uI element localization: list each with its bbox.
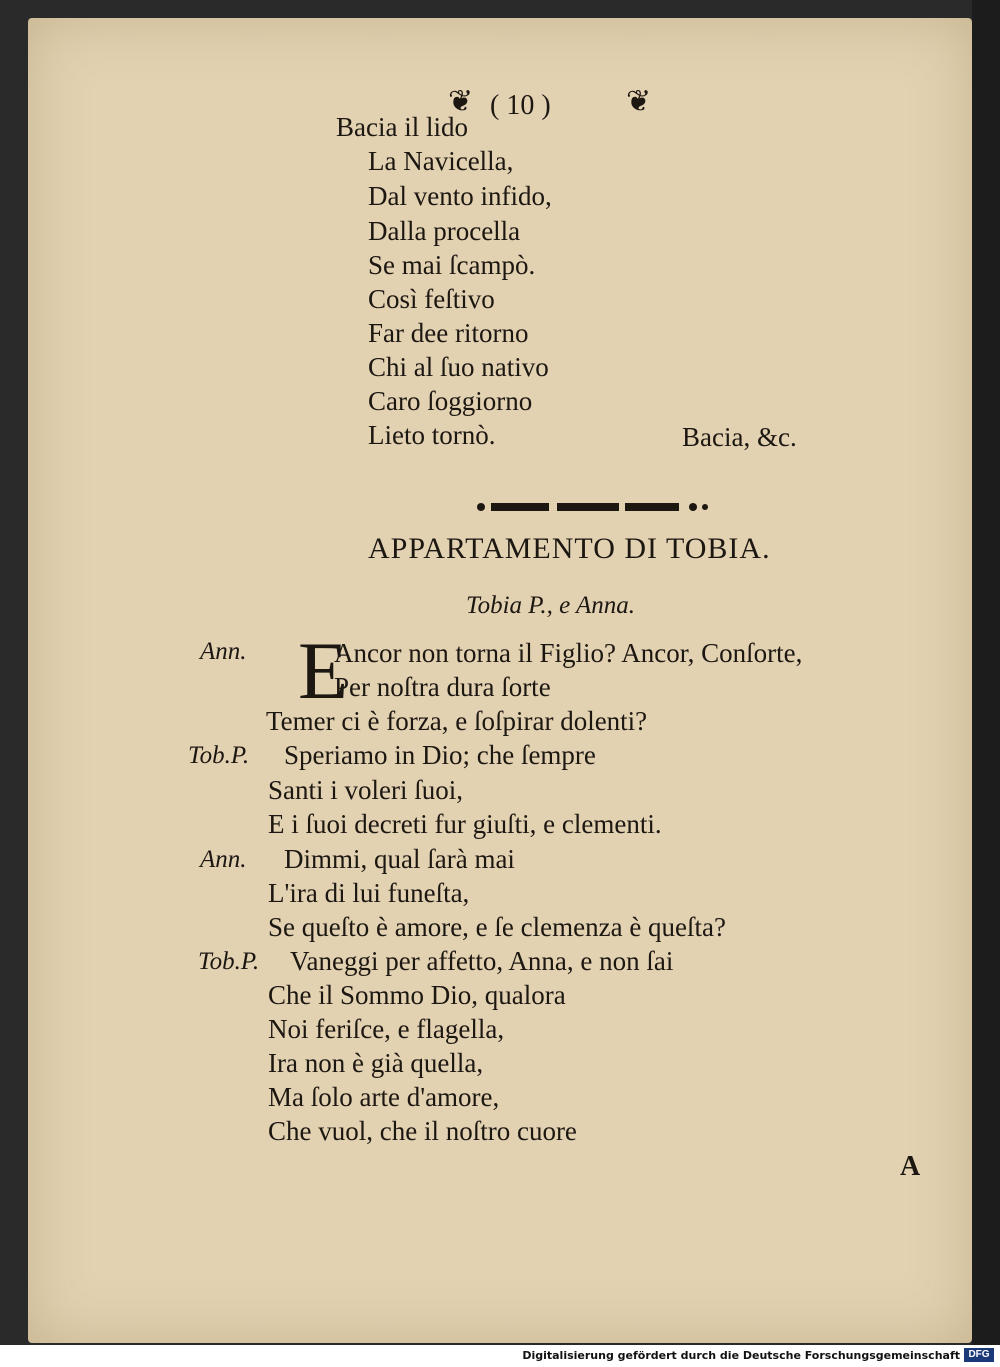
dialogue-line: Temer ci è forza, e ſoſpirar dolenti? xyxy=(266,706,648,736)
book-page xyxy=(28,18,972,1343)
song-line: La Navicella, xyxy=(368,146,514,176)
song-line: Bacia il lido xyxy=(336,112,468,142)
song-line: Chi al ſuo nativo xyxy=(368,352,549,382)
dialogue-line: Ira non è già quella, xyxy=(268,1048,484,1078)
song-line: Caro ſoggiorno xyxy=(368,386,533,416)
decorative-rule-icon xyxy=(473,498,713,516)
dialogue-line: Ancor non torna il Figlio? Ancor, Conſorte, xyxy=(334,638,803,668)
song-line: Lieto tornò. xyxy=(368,420,496,450)
dialogue-line: Ma ſolo arte d'amore, xyxy=(268,1082,500,1112)
dark-page-edge xyxy=(972,0,1000,1367)
dialogue-line: Per noſtra dura ſorte xyxy=(334,672,551,702)
dialogue-line: Che vuol, che il noſtro cuore xyxy=(268,1116,577,1146)
dialogue-line: Vaneggi per affetto, Anna, e non ſai xyxy=(290,946,674,976)
dialogue-line: Che il Sommo Dio, qualora xyxy=(268,980,566,1010)
footer-credit: Digitalisierung gefördert durch die Deutsche Forschungsgemeinschaft xyxy=(522,1349,960,1362)
section-heading: APPARTAMENTO DI TOBIA. xyxy=(368,532,771,565)
persons-line: Tobia P., e Anna. xyxy=(466,592,636,619)
dialogue-line: Speriamo in Dio; che ſempre xyxy=(284,740,596,770)
dialogue-line: Noi feriſce, e flagella, xyxy=(268,1014,505,1044)
signature-mark: A xyxy=(900,1151,921,1182)
dialogue-line: Se queſto è amore, e ſe clemenza è queſta? xyxy=(268,912,727,942)
speaker-label: Tob.P. xyxy=(188,742,250,769)
page-number: ( 10 ) xyxy=(490,90,551,121)
song-refrain: Bacia, &c. xyxy=(682,422,797,452)
drop-cap: E xyxy=(298,625,349,716)
speaker-label: Ann. xyxy=(200,638,247,665)
right-ornament-icon: ❦ xyxy=(626,84,652,119)
speaker-label: Ann. xyxy=(200,846,247,873)
song-line: Così feſtivo xyxy=(368,284,495,314)
dialogue-line: E i ſuoi decreti fur giuſti, e clementi. xyxy=(268,809,662,839)
left-ornament-icon: ❦ xyxy=(448,84,474,119)
speaker-label: Tob.P. xyxy=(198,948,260,975)
dfg-logo: DFG xyxy=(964,1348,994,1362)
footer-bar xyxy=(0,1345,1000,1367)
song-line: Dal vento infido, xyxy=(368,181,552,211)
dialogue-line: L'ira di lui funeſta, xyxy=(268,878,470,908)
dialogue-line: Santi i voleri ſuoi, xyxy=(268,775,463,805)
dialogue-line: Dimmi, qual ſarà mai xyxy=(284,844,515,874)
song-line: Se mai ſcampò. xyxy=(368,250,536,280)
song-line: Dalla procella xyxy=(368,216,521,246)
song-line: Far dee ritorno xyxy=(368,318,529,348)
